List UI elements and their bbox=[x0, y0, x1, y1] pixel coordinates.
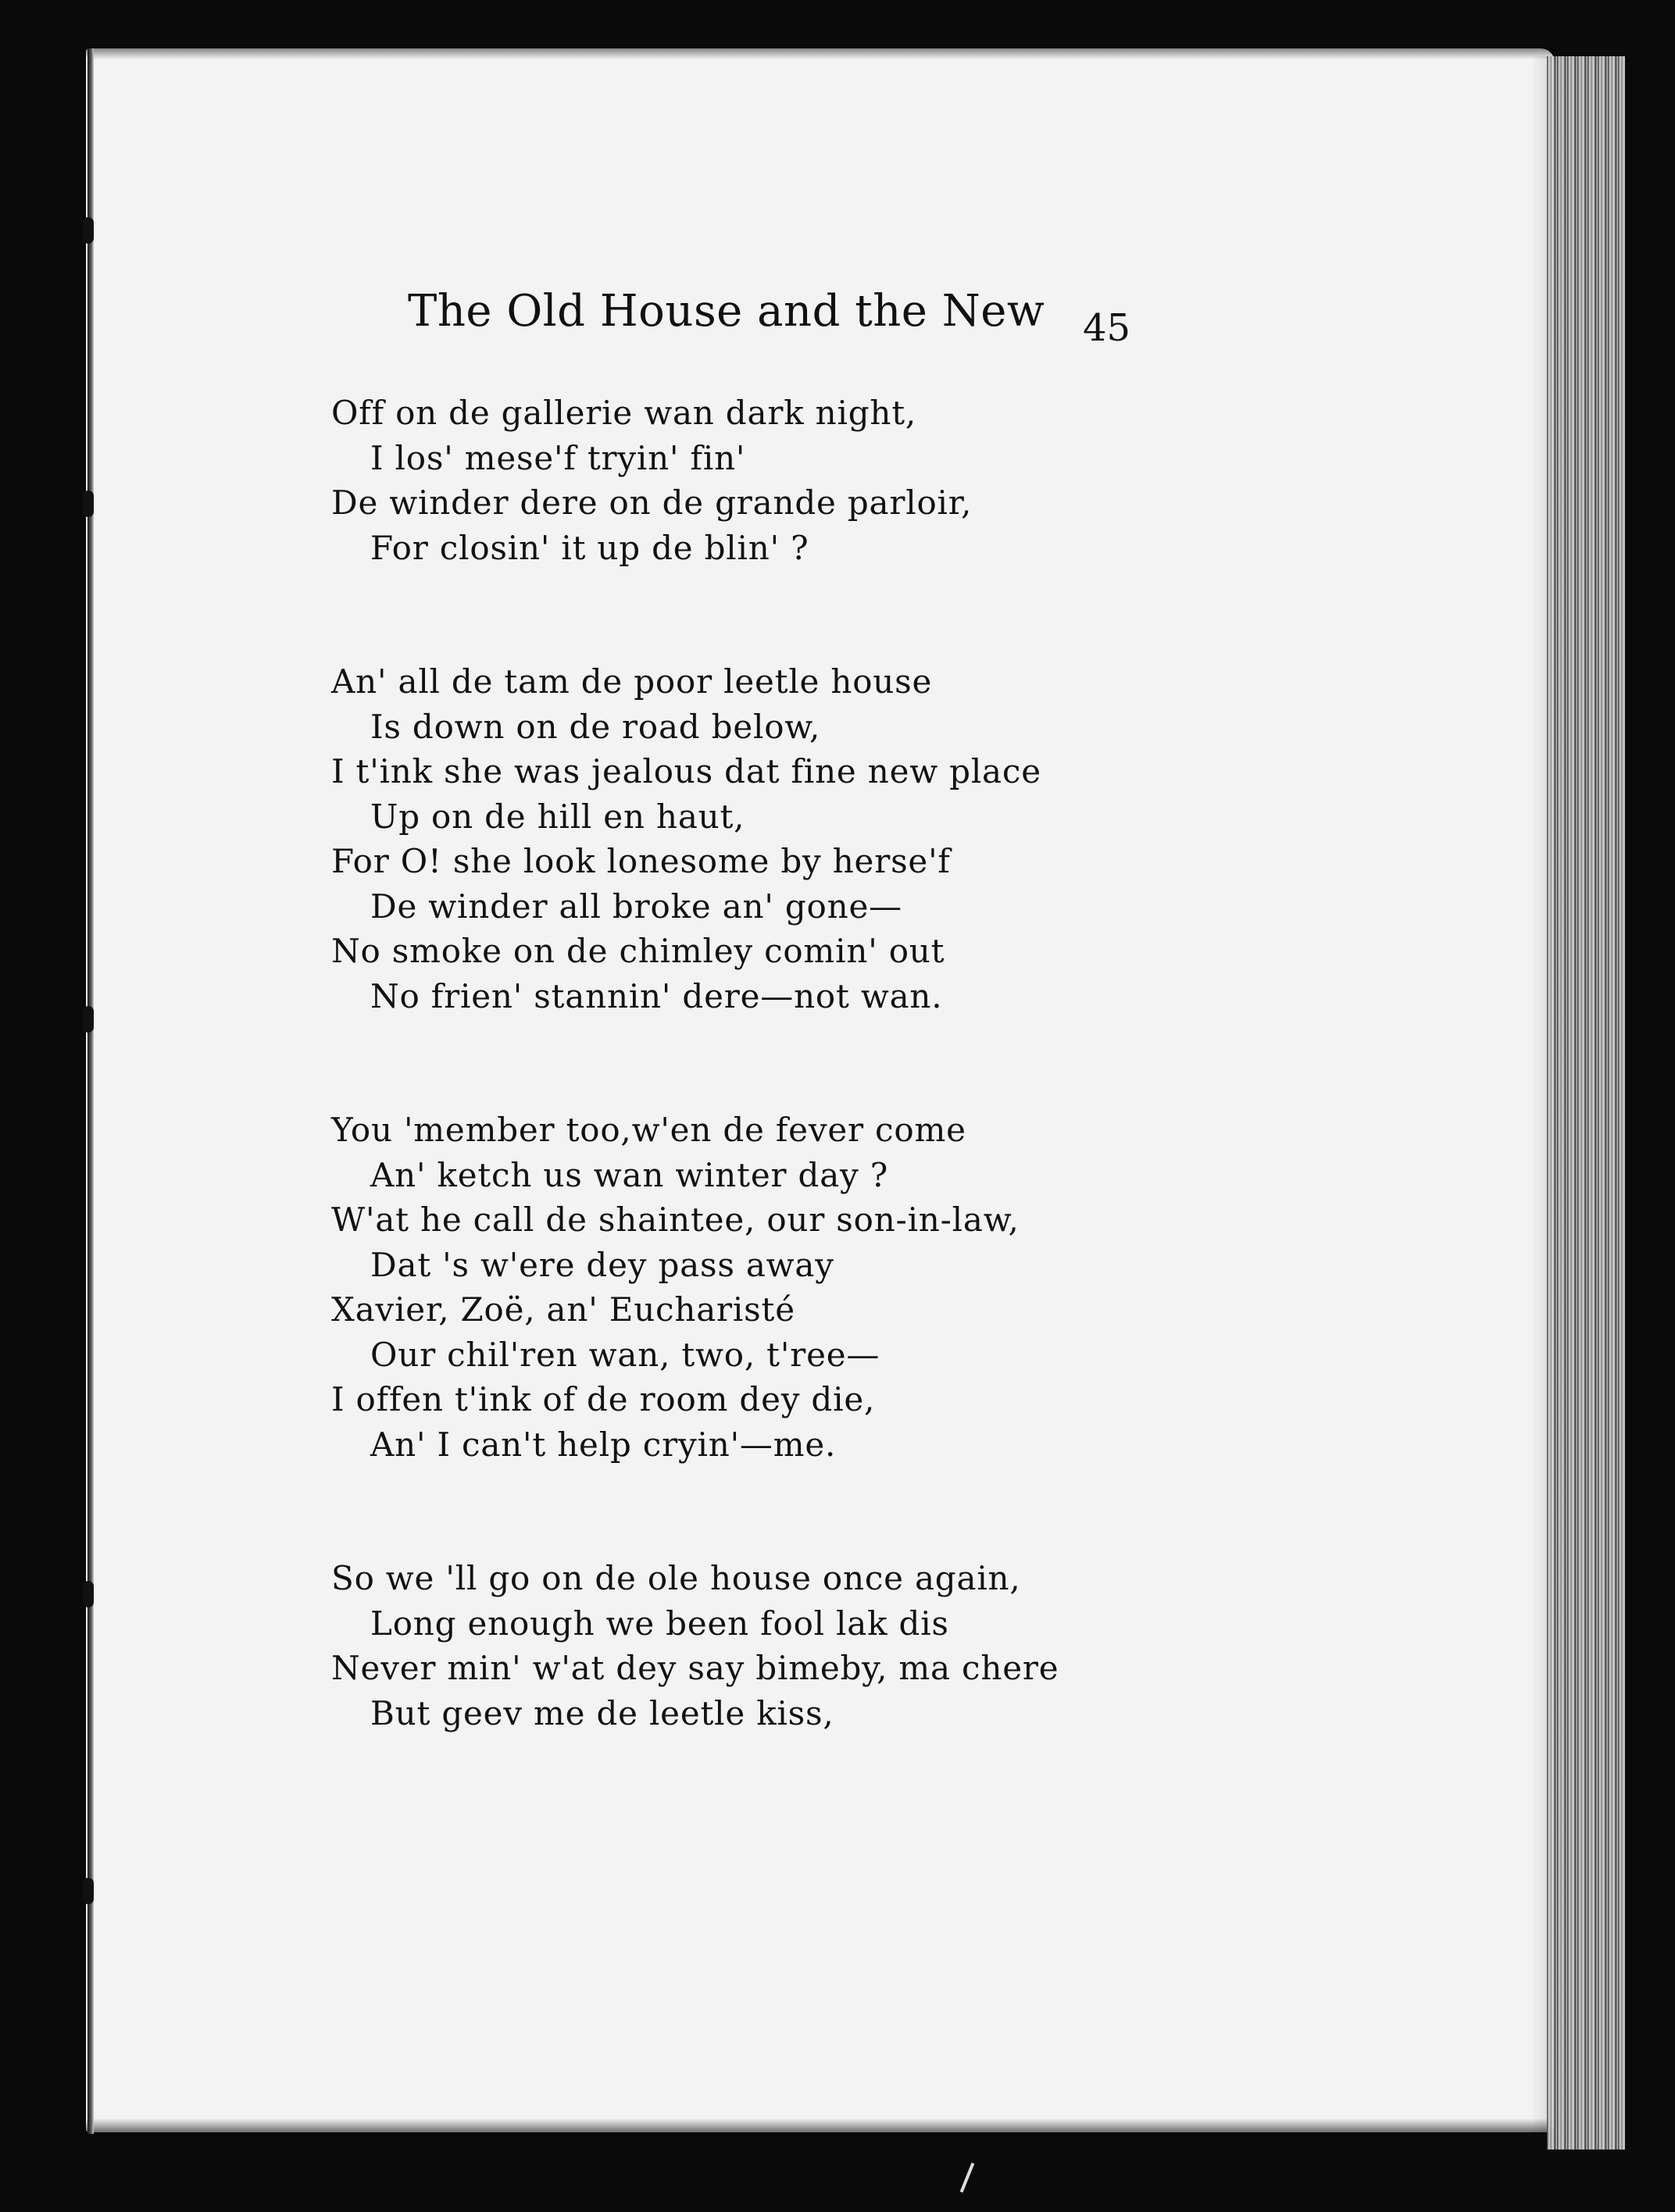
poem-line: For closin' it up de blin' ? bbox=[370, 528, 809, 567]
poem-line: De winder all broke an' gone— bbox=[370, 887, 902, 926]
poem-line: An' ketch us wan winter day ? bbox=[370, 1155, 889, 1194]
page-number: 45 bbox=[1083, 306, 1131, 350]
poem-line: So we 'll go on de ole house once again, bbox=[331, 1559, 1021, 1597]
binding-thread-mark bbox=[83, 1006, 94, 1033]
poem-line: De winder dere on de grande parloir, bbox=[331, 483, 973, 522]
page-top-shadow bbox=[86, 48, 1555, 59]
poem-line: Up on de hill en haut, bbox=[370, 797, 745, 836]
poem-line: Is down on de road below, bbox=[370, 707, 821, 746]
stanza bbox=[331, 391, 1472, 570]
poem-line: An' I can't help cryin'—me. bbox=[370, 1425, 837, 1464]
stanza bbox=[331, 659, 1472, 1019]
binding-thread-mark bbox=[83, 491, 94, 517]
scan-artifact-mark bbox=[960, 2163, 975, 2193]
running-title: The Old House and the New bbox=[408, 286, 1045, 337]
poem-body bbox=[331, 391, 1472, 1825]
poem-line: An' all de tam de poor leetle house bbox=[331, 662, 933, 701]
stanza bbox=[331, 1108, 1472, 1467]
poem-line: Off on de gallerie wan dark night, bbox=[331, 394, 917, 432]
poem-line: W'at he call de shaintee, our son-in-law, bbox=[331, 1201, 1020, 1239]
poem-line: No frien' stannin' dere—not wan. bbox=[370, 976, 943, 1015]
page-fore-edge bbox=[1547, 56, 1625, 2150]
poem-line: You 'member too,w'en de fever come bbox=[331, 1111, 966, 1149]
stanza bbox=[331, 1556, 1472, 1736]
poem-line: No smoke on de chimley comin' out bbox=[331, 932, 945, 970]
poem-line: But geev me de leetle kiss, bbox=[370, 1693, 834, 1732]
poem-line: Dat 's w'ere dey pass away bbox=[370, 1245, 834, 1284]
poem-line: Xavier, Zoë, an' Eucharisté bbox=[331, 1290, 795, 1329]
poem-line: I offen t'ink of de room dey die, bbox=[331, 1380, 876, 1418]
binding-thread-mark bbox=[83, 217, 94, 244]
poem-line: Our chil'ren wan, two, t'ree— bbox=[370, 1335, 880, 1374]
poem-line: I t'ink she was jealous dat fine new place bbox=[331, 752, 1041, 790]
page-bottom-shadow bbox=[86, 2118, 1555, 2132]
poem-line: Never min' w'at dey say bimeby, ma chere bbox=[331, 1649, 1059, 1687]
binding-gutter bbox=[88, 48, 94, 2134]
poem-line: Long enough we been fool lak dis bbox=[370, 1604, 949, 1643]
poem-line: For O! she look lonesome by herse'f bbox=[331, 842, 951, 880]
poem-line: I los' mese'f tryin' fin' bbox=[370, 438, 746, 477]
binding-thread-mark bbox=[83, 1581, 94, 1607]
binding-thread-mark bbox=[83, 1878, 94, 1904]
